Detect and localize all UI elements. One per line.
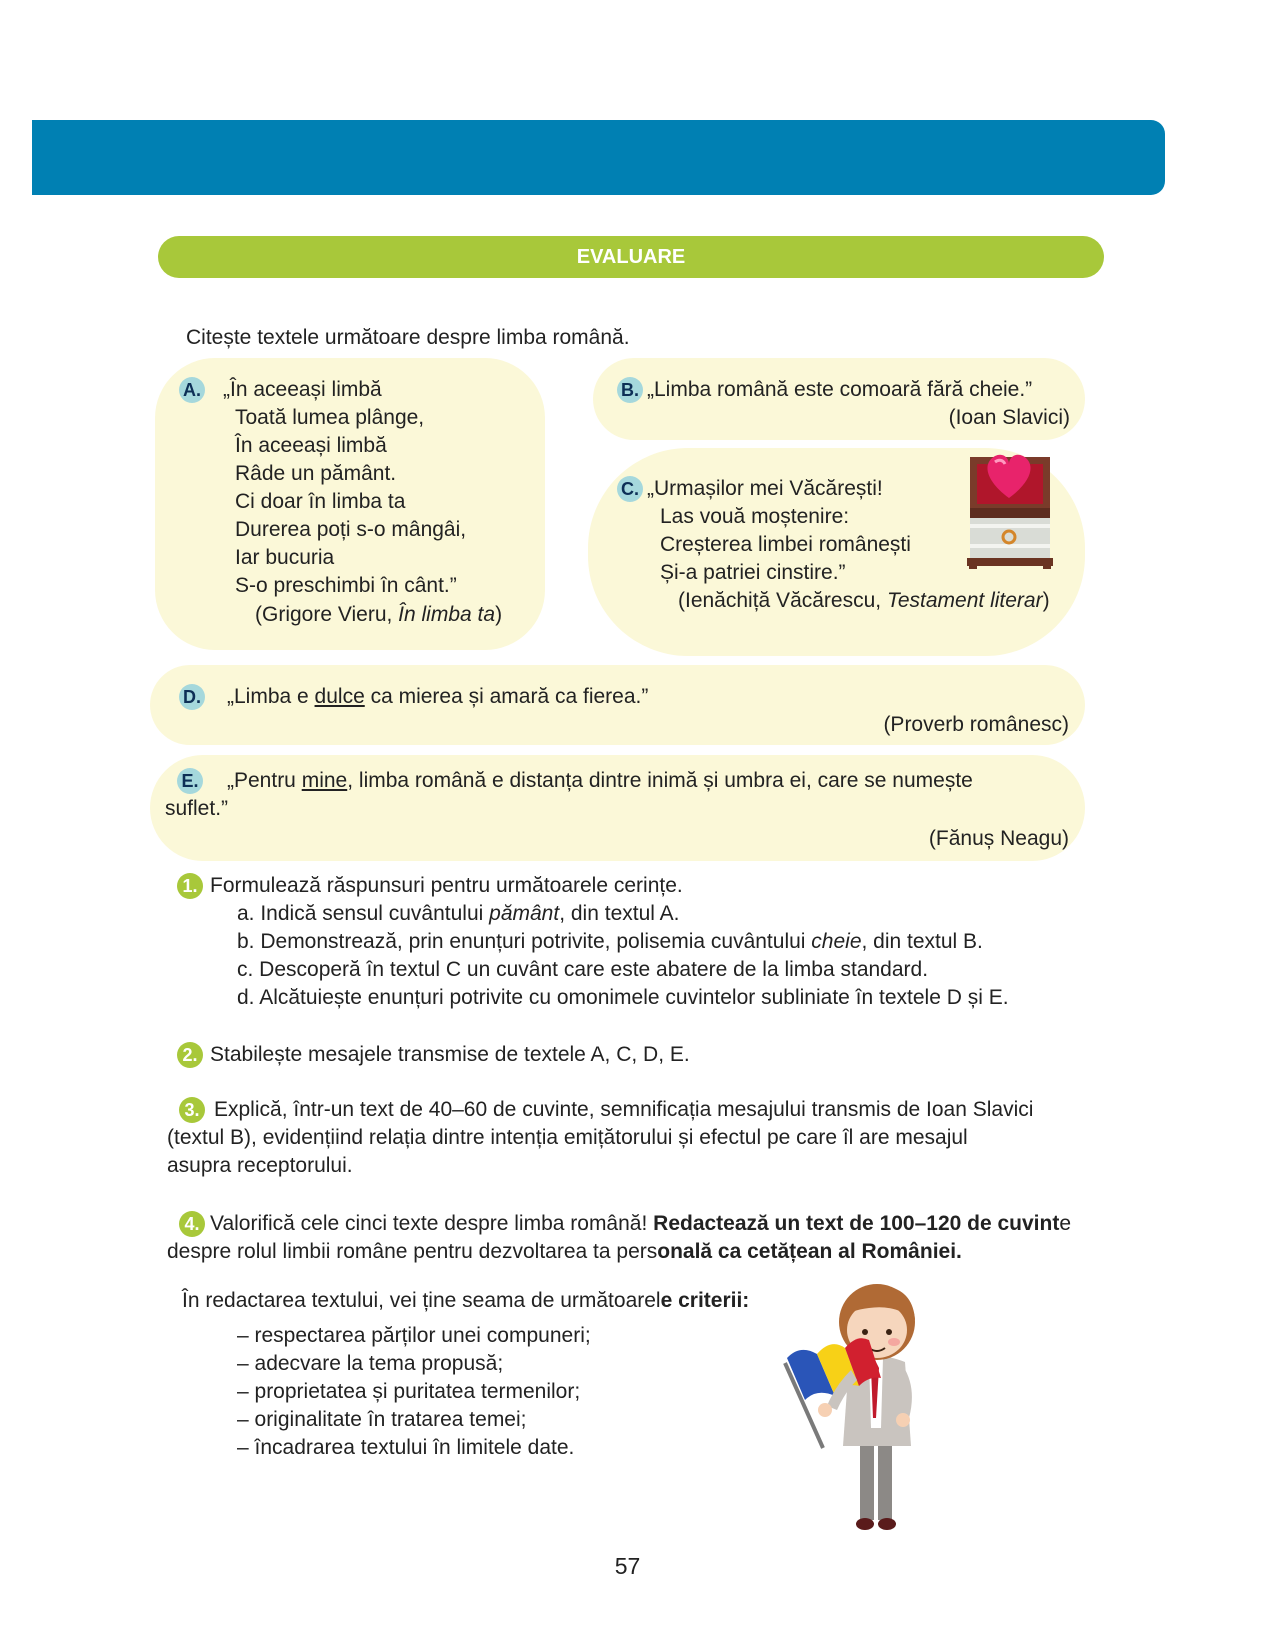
criteria-item: – adecvare la tema propusă;: [237, 1352, 504, 1375]
text-a-line: „În aceeași limbă: [223, 378, 382, 401]
task-2-number: 2.: [177, 1042, 203, 1068]
task-1b-post: , din textul B.: [861, 930, 983, 953]
text-a-citation: [255, 600, 502, 629]
text-b-quote: „Limba română este comoară fără cheie.”: [647, 378, 1033, 401]
text-c-line: „Urmașilor mei Văcărești!: [647, 477, 883, 500]
text-a-line: Râde un pământ.: [235, 462, 397, 485]
text-a-close: ): [495, 603, 503, 626]
text-d-source: (Proverb românesc): [883, 713, 1069, 736]
task-1d: d. Alcătuiește enunțuri potrivite cu omonimele cuvintelor subliniate în textele D și E.: [237, 986, 1009, 1009]
task-1b-pre: b. Demonstrează, prin enunțuri potrivite, polisemia cuvântului: [237, 930, 812, 953]
task-1b: [237, 927, 983, 956]
boy-with-romanian-flag-illustration: [765, 1278, 955, 1533]
task-4-line2: [167, 1237, 962, 1266]
task-3-line1: Explică, într-un text de 40–60 de cuvinte, semnificația mesajului transmis de Ioan Slavici: [214, 1098, 1034, 1121]
intro-instruction: Citește textele următoare despre limba română.: [186, 326, 630, 349]
text-c-author: (Ienăchiță Văcărescu,: [678, 589, 887, 612]
task-1c: c. Descoperă în textul C un cuvânt care este abatere de la limba standard.: [237, 958, 929, 981]
text-c-close: ): [1042, 589, 1050, 612]
text-d-quote: [227, 682, 648, 711]
text-a-line: Toată lumea plânge,: [235, 406, 425, 429]
text-e-quote: [227, 766, 973, 795]
text-e-post: , limba română e distanța dintre inimă și umbra ei, care se numește: [347, 769, 973, 792]
text-d-underlined-word: dulce: [314, 685, 365, 708]
task-3-line2: (textul B), evidențiind relația dintre intenția emițătorului și efectul pe care îl are mesajul: [167, 1126, 968, 1149]
task-1-number: 1.: [177, 873, 203, 899]
text-a-author: (Grigore Vieru,: [255, 603, 399, 626]
task-1a-word: pământ: [489, 902, 560, 925]
text-a-line: Iar bucuria: [235, 546, 335, 569]
top-banner: [32, 120, 1165, 195]
text-a-line: S-o preschimbi în cânt.”: [235, 574, 457, 597]
text-e-line2: suflet.”: [165, 797, 229, 820]
task-1a-post: , din textul A.: [559, 902, 680, 925]
task-4-line2-pre: despre rolul limbii române pentru dezvoltarea ta pers: [167, 1240, 658, 1263]
criteria-intro: [182, 1286, 749, 1315]
text-c-line: Și-a patriei cinstire.”: [660, 561, 846, 584]
text-b-author: (Ioan Slavici): [948, 406, 1070, 429]
task-4-line2-bold: onală ca cetățean al României.: [657, 1240, 962, 1263]
text-e-underlined-word: mine: [301, 769, 348, 792]
text-a-line: Ci doar în limba ta: [235, 490, 406, 513]
text-a-work: În limba ta: [398, 603, 496, 626]
criteria-item: – originalitate în tratarea temei;: [237, 1408, 527, 1431]
text-a-line: Durerea poți s-o mângâi,: [235, 518, 467, 541]
task-3-line3: asupra receptorului.: [167, 1154, 353, 1177]
task-1a: [237, 899, 679, 928]
criteria-item: – proprietatea și puritatea termenilor;: [237, 1380, 581, 1403]
task-4-pre: Valorifică cele cinci texte despre limba română!: [210, 1212, 654, 1235]
text-d-pre: „Limba e: [227, 685, 315, 708]
criteria-item: – respectarea părților unei compuneri;: [237, 1324, 591, 1347]
text-d-badge: D.: [179, 684, 205, 710]
criteria-intro-bold: e criterii:: [660, 1289, 750, 1312]
task-2-text: Stabilește mesajele transmise de textele A, C, D, E.: [210, 1043, 690, 1066]
text-a-line: În aceeași limbă: [235, 434, 387, 457]
criteria-item: – încadrarea textului în limitele date.: [237, 1436, 575, 1459]
text-e-author: (Fănuș Neagu): [928, 827, 1069, 850]
treasure-chest-heart-icon: [965, 432, 1065, 570]
page-number: 57: [614, 1553, 641, 1579]
task-4-post: e: [1059, 1212, 1072, 1235]
text-c-work: Testament literar: [886, 589, 1043, 612]
text-c-citation: [678, 586, 1050, 615]
text-e-pre: „Pentru: [227, 769, 302, 792]
text-c-line: Las vouă moștenire:: [660, 505, 850, 528]
task-4-bold: Redactează un text de 100–120 de cuvint: [653, 1212, 1060, 1235]
text-c-badge: C.: [617, 476, 643, 502]
task-4-line1: [210, 1209, 1071, 1238]
task-1-text: Formulează răspunsuri pentru următoarele cerințe.: [210, 874, 683, 897]
text-c-line: Creșterea limbei românești: [660, 533, 911, 556]
task-1b-word: cheie: [811, 930, 862, 953]
task-1a-pre: a. Indică sensul cuvântului: [237, 902, 490, 925]
text-b-badge: B.: [617, 377, 643, 403]
text-a-badge: A.: [179, 377, 205, 403]
text-d-post: ca mierea și amară ca fierea.”: [364, 685, 649, 708]
task-4-number: 4.: [179, 1211, 205, 1237]
criteria-intro-text: În redactarea textului, vei ține seama de următoarel: [182, 1289, 661, 1312]
text-e-badge: E.: [177, 768, 203, 794]
section-title: EVALUARE: [158, 236, 1104, 278]
task-3-number: 3.: [179, 1097, 205, 1123]
